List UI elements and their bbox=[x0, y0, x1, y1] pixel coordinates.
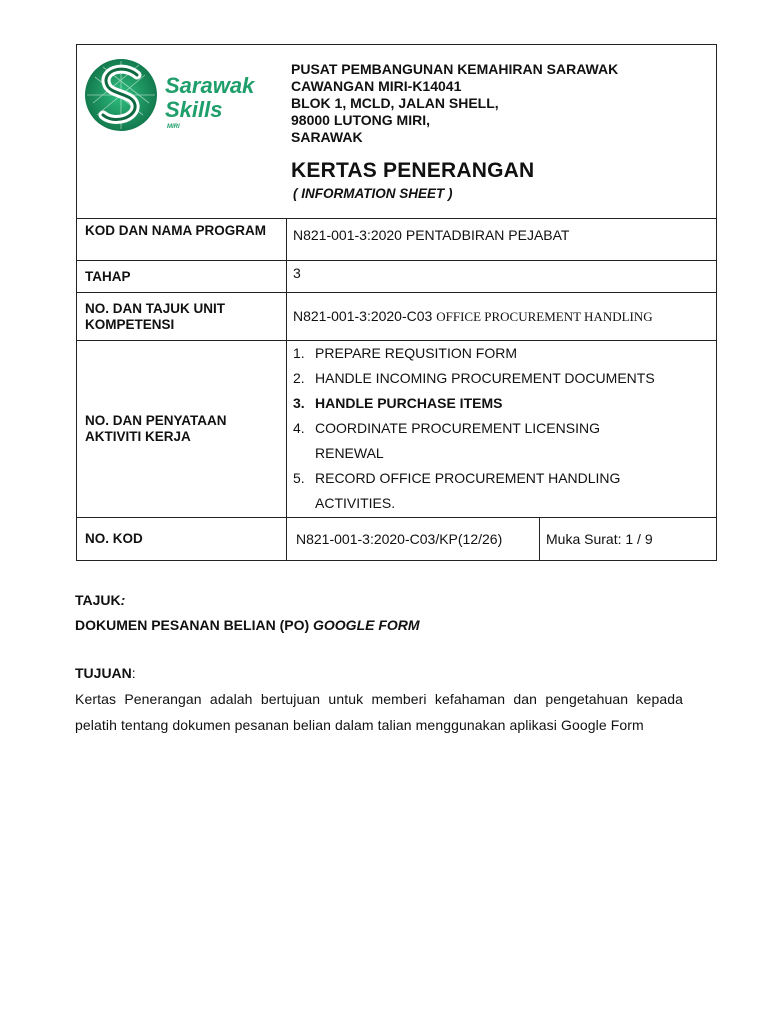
tajuk-text-italic: GOOGLE FORM bbox=[313, 617, 420, 633]
organization-address bbox=[291, 61, 618, 146]
list-item: 3. HANDLE PURCHASE ITEMS bbox=[293, 395, 503, 411]
sarawak-skills-logo bbox=[83, 57, 275, 133]
unit-label: NO. DAN TAJUK UNIT KOMPETENSI bbox=[77, 293, 287, 341]
list-item: ACTIVITIES. bbox=[315, 495, 396, 511]
aktiviti-list-cell bbox=[287, 341, 717, 518]
list-item: RENEWAL bbox=[315, 445, 384, 461]
tajuk-text bbox=[75, 617, 420, 633]
tujuan-label: TUJUAN bbox=[75, 665, 132, 681]
program-value: N821-001-3:2020 PENTADBIRAN PEJABAT bbox=[287, 219, 717, 261]
header-table bbox=[76, 44, 717, 561]
org-line: 98000 LUTONG MIRI, bbox=[291, 112, 431, 128]
logo-line1: Sarawak bbox=[165, 73, 255, 98]
list-item: 4. COORDINATE PROCUREMENT LICENSING bbox=[293, 420, 600, 436]
kod-value: N821-001-3:2020-C03/KP(12/26) bbox=[287, 518, 540, 561]
tujuan-colon: : bbox=[131, 665, 136, 681]
unit-title: OFFICE PROCUREMENT HANDLING bbox=[436, 309, 653, 324]
document-title: KERTAS PENERANGAN bbox=[291, 159, 535, 182]
list-item: 5. RECORD OFFICE PROCUREMENT HANDLING bbox=[293, 470, 621, 486]
header-cell bbox=[77, 45, 717, 219]
tajuk-colon: : bbox=[120, 592, 126, 608]
activity-list bbox=[293, 341, 710, 516]
logo-line2: Skills bbox=[165, 97, 223, 122]
unit-value bbox=[287, 293, 717, 341]
aktiviti-label: NO. DAN PENYATAAN AKTIVITI KERJA bbox=[77, 341, 287, 518]
logo-line3: MIRI bbox=[167, 124, 180, 130]
list-item: 2. HANDLE INCOMING PROCUREMENT DOCUMENTS bbox=[293, 370, 655, 386]
org-line: SARAWAK bbox=[291, 129, 363, 145]
document-subtitle: ( INFORMATION SHEET ) bbox=[293, 186, 453, 201]
org-line: PUSAT PEMBANGUNAN KEMAHIRAN SARAWAK bbox=[291, 61, 619, 77]
unit-code: N821-001-3:2020-C03 bbox=[293, 308, 433, 324]
list-item: 1. PREPARE REQUSITION FORM bbox=[293, 345, 517, 361]
tujuan-paragraph: Kertas Penerangan adalah bertujuan untuk memberi kefahaman dan pengetahuan kepada pelatih tentang dokumen pesanan belian dalam talian menggunakan aplikasi Google Form bbox=[75, 691, 683, 733]
org-line: BLOK 1, MCLD, JALAN SHELL, bbox=[291, 95, 499, 111]
page-number: Muka Surat: 1 / 9 bbox=[540, 518, 717, 561]
tajuk-heading bbox=[75, 592, 125, 608]
tajuk-label: TAJUK bbox=[75, 592, 121, 608]
org-line: CAWANGAN MIRI-K14041 bbox=[291, 78, 462, 94]
program-label: KOD DAN NAMA PROGRAM bbox=[77, 219, 287, 261]
tujuan-heading bbox=[75, 665, 136, 681]
tajuk-text-main: DOKUMEN PESANAN BELIAN (PO) bbox=[75, 617, 314, 633]
tahap-value: 3 bbox=[287, 261, 717, 293]
tahap-label: TAHAP bbox=[77, 261, 287, 293]
kod-label: NO. KOD bbox=[77, 518, 287, 561]
